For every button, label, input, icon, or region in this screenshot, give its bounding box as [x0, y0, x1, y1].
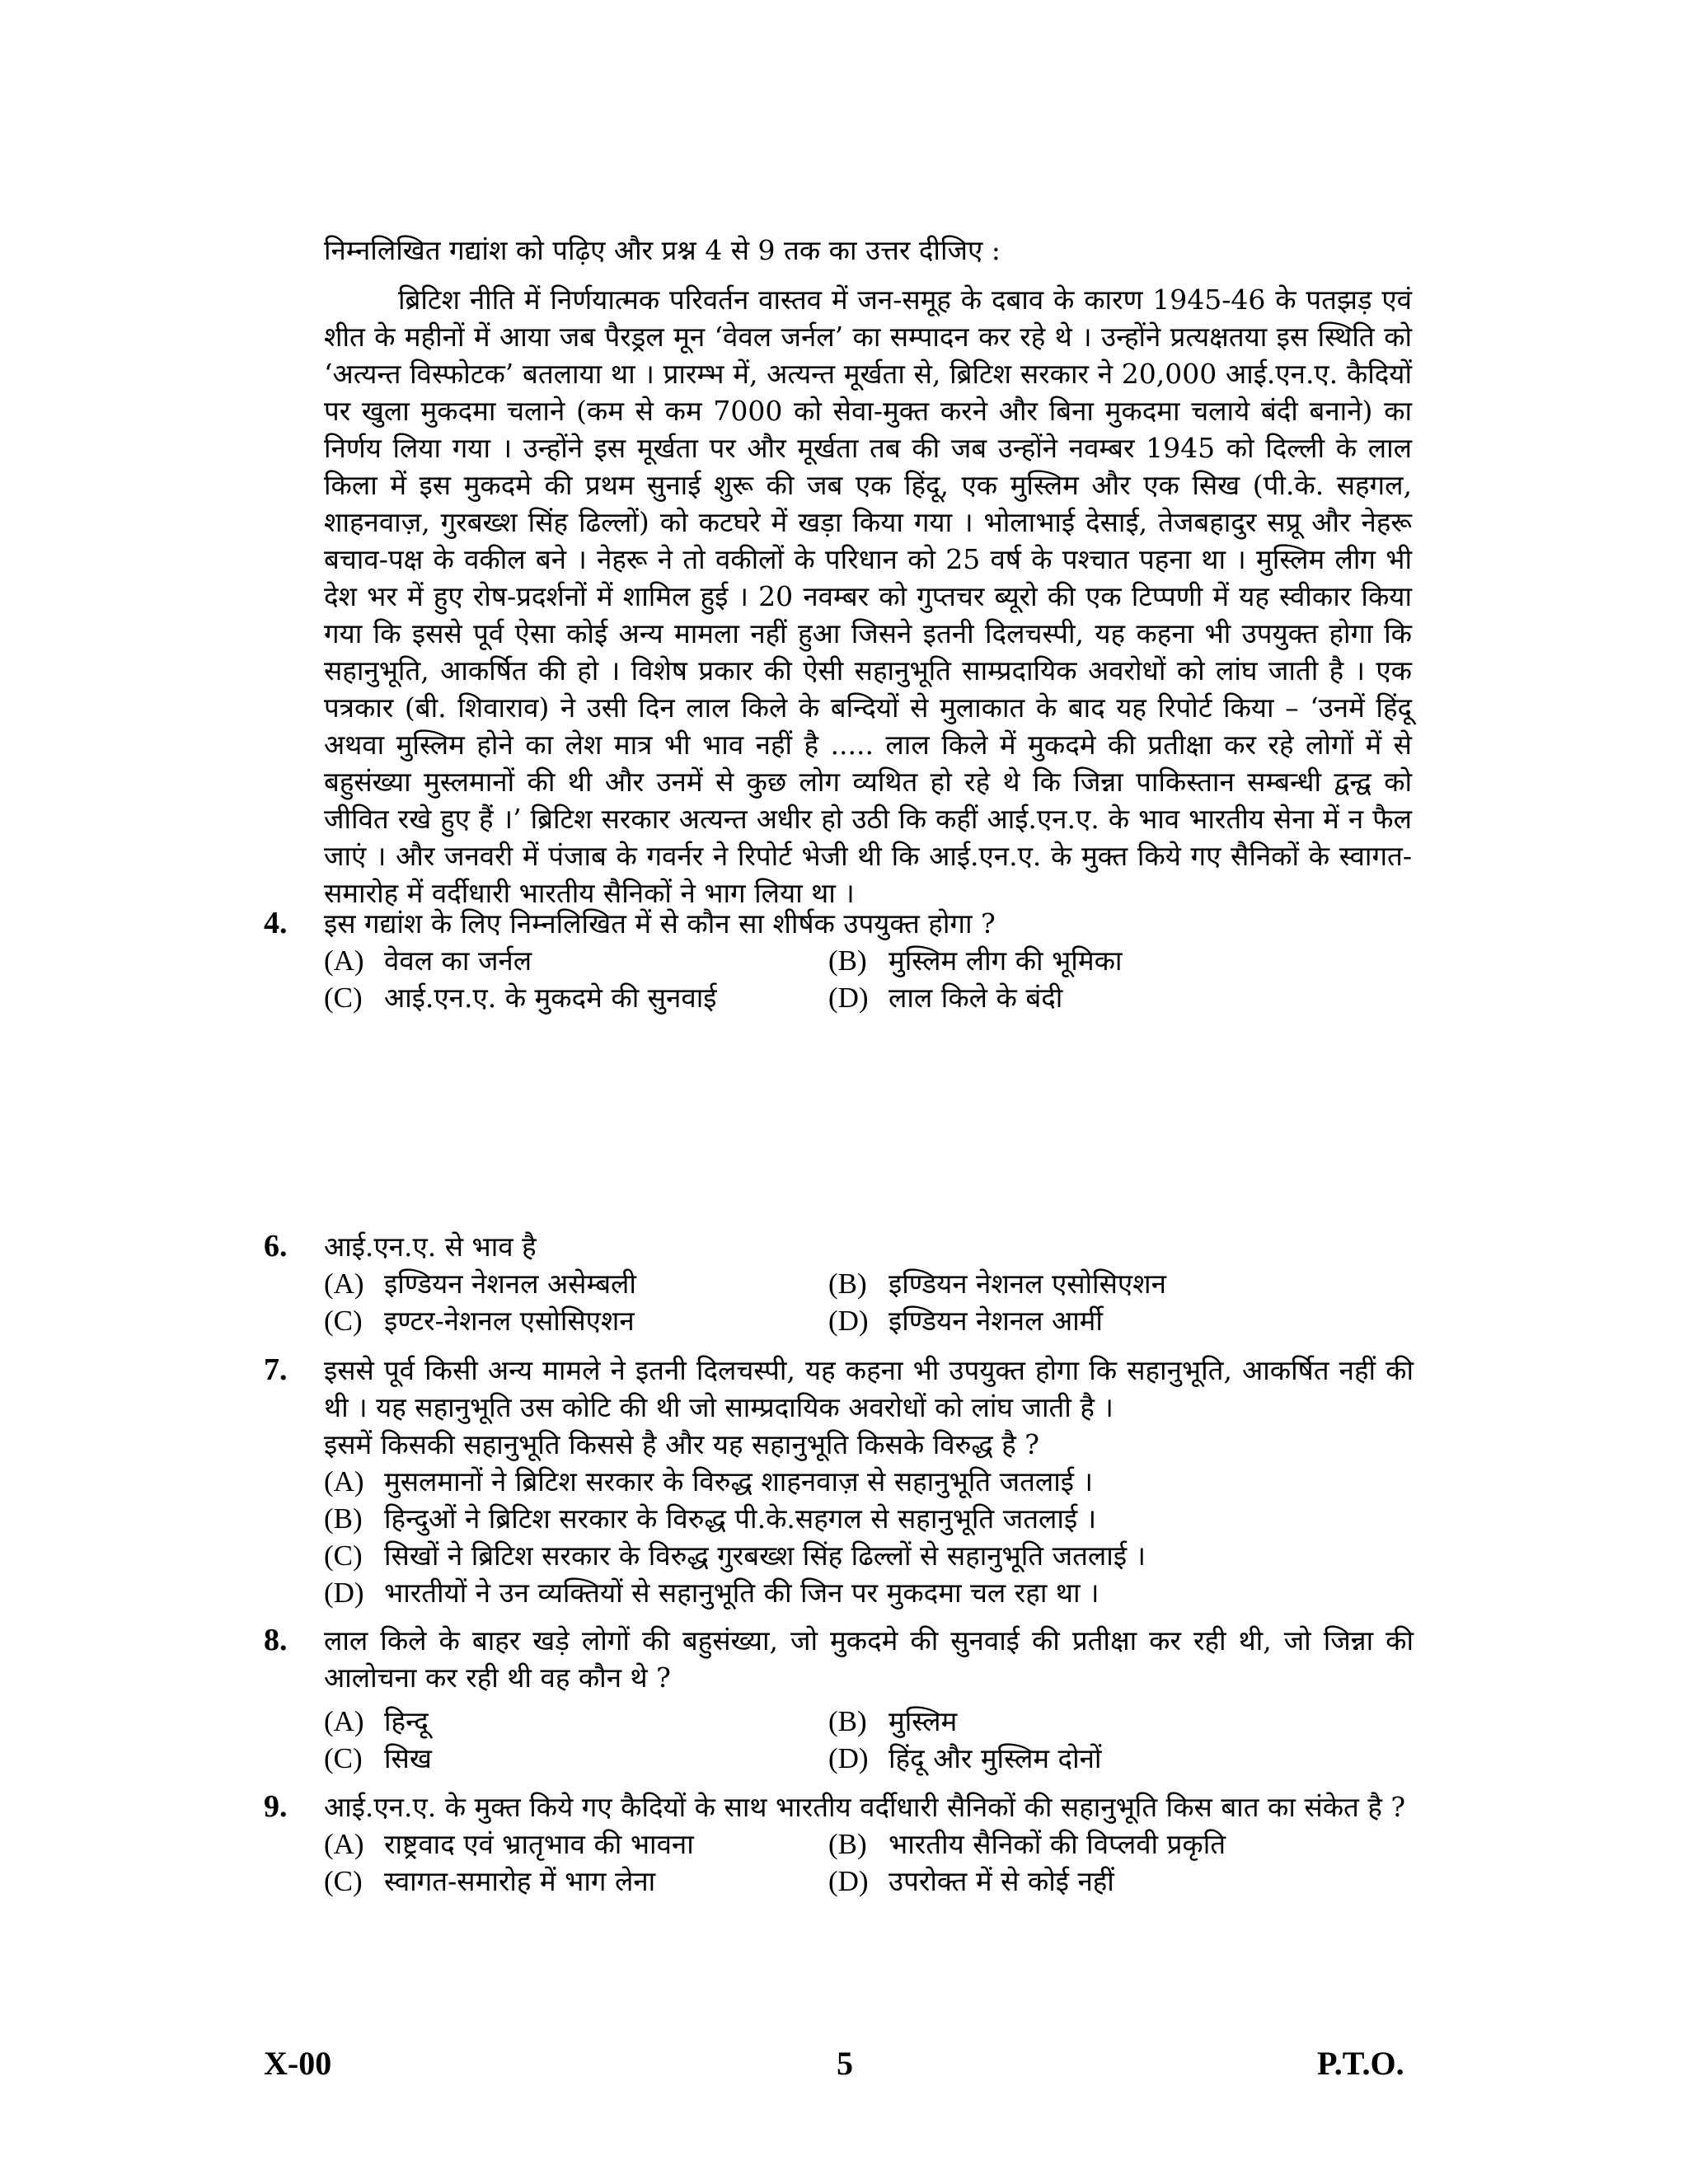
page-number: 5: [837, 2045, 853, 2082]
question-number: 4.: [264, 906, 288, 940]
question-text: आई.एन.ए. से भाव है: [324, 1230, 537, 1263]
option-b[interactable]: (B) मुस्लिम लीग की भूमिका: [828, 944, 1123, 977]
option-b[interactable]: (B) इण्डियन नेशनल एसोसिएशन: [828, 1268, 1166, 1300]
question-4: [264, 905, 1414, 1016]
option-c[interactable]: (C) सिखों ने ब्रिटिश सरकार के विरुद्ध गुरबख्श सिंह ढिल्लों से सहानुभूति जतलाई ।: [324, 1540, 1146, 1572]
question-text: इससे पूर्व किसी अन्य मामले ने इतनी दिलचस्पी, यह कहना भी उपयुक्त होगा कि सहानुभूति, आकर्षित नहीं की थी । यह सहानुभूति उस कोटि की थी जो साम्प्रदायिक अवरोधों को लांघ जाती है ।: [324, 1354, 1414, 1423]
question-number: 8.: [264, 1623, 288, 1657]
reading-passage: ब्रिटिश नीति में निर्णयात्मक परिवर्तन वास्तव में जन-समूह के दबाव के कारण 1945-46 के पतझड़ एवं शीत के महीनों में आया जब पैरड्रल मून ‘वेवल जर्नल’ का सम्पादन कर रहे थे । उन्होंने प्रत्यक्षतया इस स्थिति को ‘अत्यन्त विस्फोटक’ बतलाया था । प्रारम्भ में, अत्यन्त मूर्खता से, ब्रिटिश सरकार ने 20,000 आई.एन.ए. कैदियों पर खुला मुकदमा चलाने (कम से कम 7000 को सेवा-मुक्त करने और बिना मुकदमा चलाये बंदी बनाने) का निर्णय लिया गया । उन्होंने इस मूर्खता पर और मूर्खता तब की जब उन्होंने नवम्बर 1945 को दिल्ली के लाल किला में इस मुकदमे की प्रथम सुनाई शुरू की जब एक हिंदू, एक मुस्लिम और एक सिख (पी.के. सहगल, शाहनवाज़, गुरबख्श सिंह ढिल्लों) को कटघरे में खड़ा किया गया । भोलाभाई देसाई, तेजबहादुर सप्रू और नेहरू बचाव-पक्ष के वकील बने । नेहरू ने तो वकीलों के परिधान को 25 वर्ष के पश्चात पहना था । मुस्लिम लीग भी देश भर में हुए रोष-प्रदर्शनों में शामिल हुई । 20 नवम्बर को गुप्तचर ब्यूरो की एक टिप्पणी में यह स्वीकार किया गया कि इससे पूर्व ऐसा कोई अन्य मामला नहीं हुआ जिसने इतनी दिलचस्पी, यह कहना भी उपयुक्त होगा कि सहानुभूति, आकर्षित की हो । विशेष प्रकार की ऐसी सहानुभूति साम्प्रदायिक अवरोधों को लांघ जाती है । एक पत्रकार (बी. शिवाराव) ने उसी दिन लाल किले के बन्दियों से मुलाकात के बाद यह रिपोर्ट किया – ‘उनमें हिंदू अथवा मुस्लिम होने का लेश मात्र भी भाव नहीं है ..... लाल किले में मुकदमे की प्रतीक्षा कर रहे लोगों में से बहुसंख्या मुस्लमानों की थी और उनमें से कुछ लोग व्यथित हो रहे थे कि जिन्ना पाकिस्तान सम्बन्धी द्वन्द्व को जीवित रखे हुए हैं ।’ ब्रिटिश सरकार अत्यन्त अधीर हो उठी कि कहीं आई.एन.ए. के भाव भारतीय सेना में न फैल जाएं । और जनवरी में पंजाब के गवर्नर ने रिपोर्ट भेजी थी कि आई.एन.ए. के मुक्त किये गए सैनिकों के स्वागत-समारोह में वर्दीधारी भारतीय सैनिकों ने भाग लिया था ।: [324, 284, 1412, 909]
pto-note: P.T.O.: [1317, 2045, 1404, 2082]
question-7: [264, 1352, 1414, 1611]
question-number: 7.: [264, 1352, 288, 1387]
question-number: 9.: [264, 1789, 288, 1824]
option-d[interactable]: (D) इण्डियन नेशनल आर्मी: [828, 1305, 1103, 1337]
options: [324, 1265, 1414, 1339]
question-number: 6.: [264, 1229, 288, 1263]
option-c[interactable]: (C) सिख: [324, 1742, 432, 1774]
instructions: निम्नलिखित गद्यांश को पढ़िए और प्रश्न 4 से 9 तक का उत्तर दीजिए :: [324, 234, 1001, 266]
option-b[interactable]: (B) भारतीय सैनिकों की विप्लवी प्रकृति: [828, 1828, 1226, 1860]
question-text: इस गद्यांश के लिए निम्नलिखित में से कौन सा शीर्षक उपयुक्त होगा ?: [324, 907, 996, 940]
option-b[interactable]: (B) मुस्लिम: [828, 1705, 958, 1737]
option-a[interactable]: (A) राष्ट्रवाद एवं भ्रातृभाव की भावना: [324, 1828, 694, 1860]
option-c[interactable]: (C) इण्टर-नेशनल एसोसिएशन: [324, 1305, 635, 1337]
option-a[interactable]: (A) हिन्दू: [324, 1705, 429, 1737]
options: [324, 1825, 1414, 1900]
question-9: [264, 1788, 1414, 1900]
question-8: [264, 1622, 1414, 1777]
option-c[interactable]: (C) आई.एन.ए. के मुकदमे की सुनवाई: [324, 982, 717, 1014]
paper-code: X-00: [264, 2045, 332, 2082]
question-text: आई.एन.ए. के मुक्त किये गए कैदियों के साथ भारतीय वर्दीधारी सैनिकों की सहानुभूति किस बात का संकेत है ?: [324, 1791, 1406, 1823]
option-a[interactable]: (A) वेवल का जर्नल: [324, 944, 532, 977]
option-d[interactable]: (D) लाल किले के बंदी: [828, 982, 1063, 1014]
options: [324, 942, 1414, 1016]
option-a[interactable]: (A) इण्डियन नेशनल असेम्बली: [324, 1268, 636, 1300]
option-c[interactable]: (C) स्वागत-समारोह में भाग लेना: [324, 1865, 656, 1897]
option-d[interactable]: (D) हिंदू और मुस्लिम दोनों: [828, 1742, 1102, 1774]
question-6: [264, 1228, 1414, 1339]
options: [324, 1463, 1414, 1611]
option-a[interactable]: (A) मुसलमानों ने ब्रिटिश सरकार के विरुद्ध शाहनवाज़ से सहानुभूति जतलाई ।: [324, 1465, 1094, 1497]
option-d[interactable]: (D) उपरोक्त में से कोई नहीं: [828, 1865, 1114, 1897]
question-text: लाल किले के बाहर खड़े लोगों की बहुसंख्या, जो मुकदमे की सुनवाई की प्रतीक्षा कर रही थी, जो जिन्ना की आलोचना कर रही थी वह कौन थे ?: [324, 1624, 1414, 1694]
options: [324, 1703, 1414, 1777]
option-b[interactable]: (B) हिन्दुओं ने ब्रिटिश सरकार के विरुद्ध पी.के.सहगल से सहानुभूति जतलाई ।: [324, 1502, 1097, 1535]
question-subtext: इसमें किसकी सहानुभूति किससे है और यह सहानुभूति किसके विरुद्ध है ?: [324, 1428, 1039, 1460]
option-d[interactable]: (D) भारतीयों ने उन व्यक्तियों से सहानुभूति की जिन पर मुकदमा चल रहा था ।: [324, 1577, 1100, 1609]
